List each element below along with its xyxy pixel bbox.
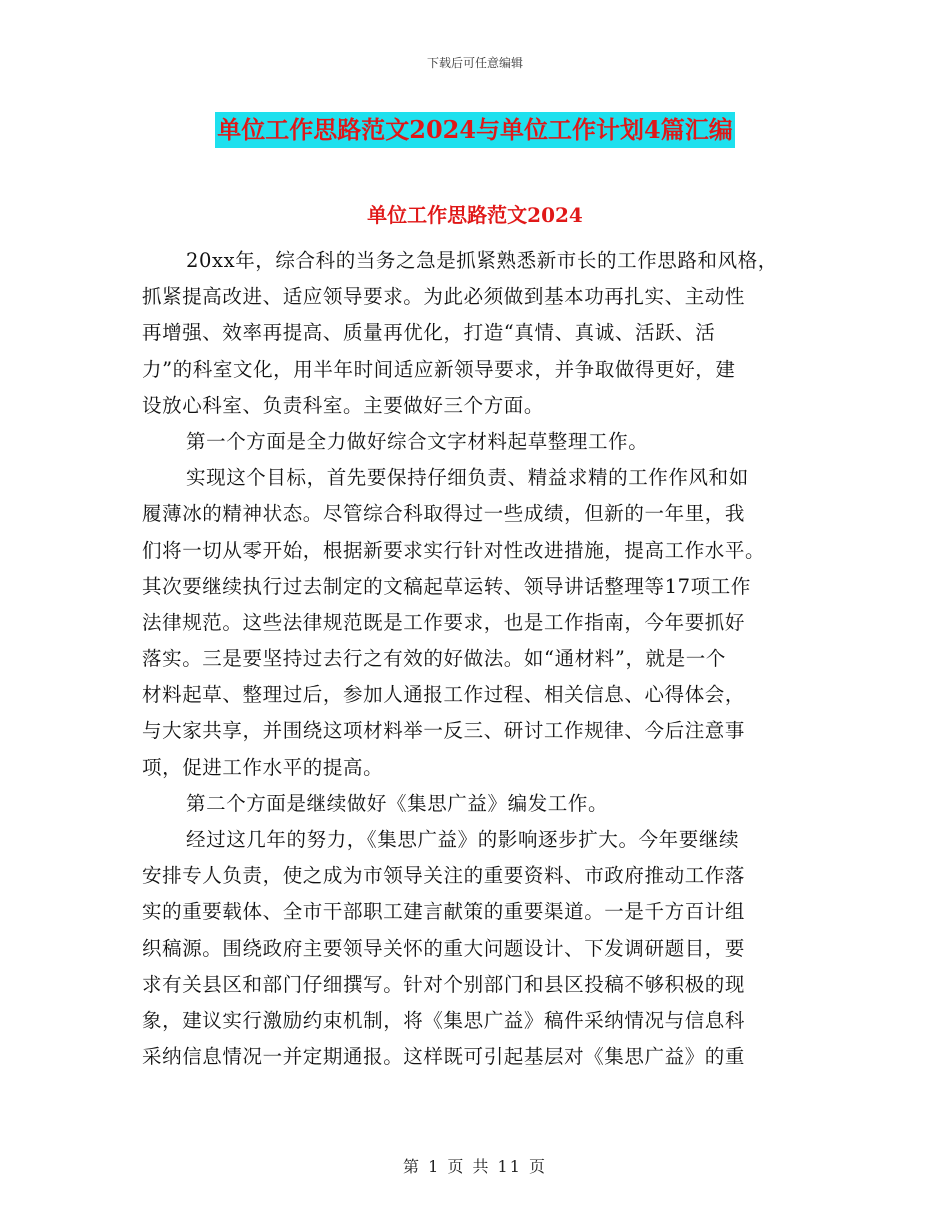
text-line: 落实。三是要坚持过去行之有效的好做法。如“通材料”，就是一个 bbox=[142, 647, 726, 671]
text-line: 材料起草、整理过后，参加人通报工作过程、相关信息、心得体会， bbox=[142, 683, 746, 707]
text-line: 再增强、效率再提高、质量再优化，打造“真情、真诚、活跃、活 bbox=[142, 321, 716, 345]
text-line: 第一个方面是全力做好综合文字材料起草整理工作。 bbox=[186, 429, 649, 453]
text-line: 第二个方面是继续做好《集思广益》编发工作。 bbox=[186, 791, 609, 815]
text-line: 履薄冰的精神状态。尽管综合科取得过一些成绩，但新的一年里，我 bbox=[142, 502, 746, 526]
text-line: 项，促进工作水平的提高。 bbox=[142, 755, 384, 779]
text-line: 实的重要载体、全市干部职工建言献策的重要渠道。一是千方百计组 bbox=[142, 900, 746, 924]
text-line: 经过这几年的努力，《集思广益》的影响逐步扩大。今年要继续 bbox=[186, 828, 740, 851]
text-line: 法律规范。这些法律规范既是工作要求，也是工作指南，今年要抓好 bbox=[142, 610, 746, 634]
body-text bbox=[142, 243, 810, 1075]
text-line: 实现这个目标，首先要保持仔细负责、精益求精的工作作风和如 bbox=[186, 466, 749, 490]
text-line: 们将一切从零开始，根据新要求实行针对性改进措施，提高工作水平。 bbox=[142, 538, 766, 562]
text-line: 与大家共享，并围绕这项材料举一反三、研讨工作规律、今后注意事 bbox=[142, 719, 746, 743]
text-line: 求有关县区和部门仔细撰写。针对个别部门和县区投稿不够积极的现 bbox=[142, 972, 746, 996]
text-line: 其次要继续执行过去制定的文稿起草运转、领导讲话整理等17项工作 bbox=[142, 574, 751, 598]
page-footer: 第 1 页 共 11 页 bbox=[403, 1157, 547, 1176]
page-header-note: 下载后可任意编辑 bbox=[426, 56, 523, 70]
text-line: 安排专人负责，使之成为市领导关注的重要资料、市政府推动工作落 bbox=[142, 864, 746, 888]
main-title-wrap bbox=[0, 112, 950, 148]
main-title: 单位工作思路范文2024与单位工作计划4篇汇编 bbox=[215, 112, 735, 148]
text-line: 力”的科室文化，用半年时间适应新领导要求，并争取做得更好，建 bbox=[142, 357, 736, 381]
text-line: 20xx年，综合科的当务之急是抓紧熟悉新市长的工作思路和风格， bbox=[186, 249, 778, 272]
text-line: 抓紧提高改进、适应领导要求。为此必须做到基本功再扎实、主动性 bbox=[142, 285, 746, 309]
section-title: 单位工作思路范文2024 bbox=[367, 203, 583, 227]
text-line: 设放心科室、负责科室。主要做好三个方面。 bbox=[142, 393, 545, 417]
text-line: 织稿源。围绕政府主要领导关怀的重大问题设计、下发调研题目，要 bbox=[142, 936, 746, 960]
text-line: 采纳信息情况一并定期通报。这样既可引起基层对《集思广益》的重 bbox=[142, 1045, 746, 1069]
text-line: 象，建议实行激励约束机制，将《集思广益》稿件采纳情况与信息科 bbox=[142, 1008, 746, 1032]
